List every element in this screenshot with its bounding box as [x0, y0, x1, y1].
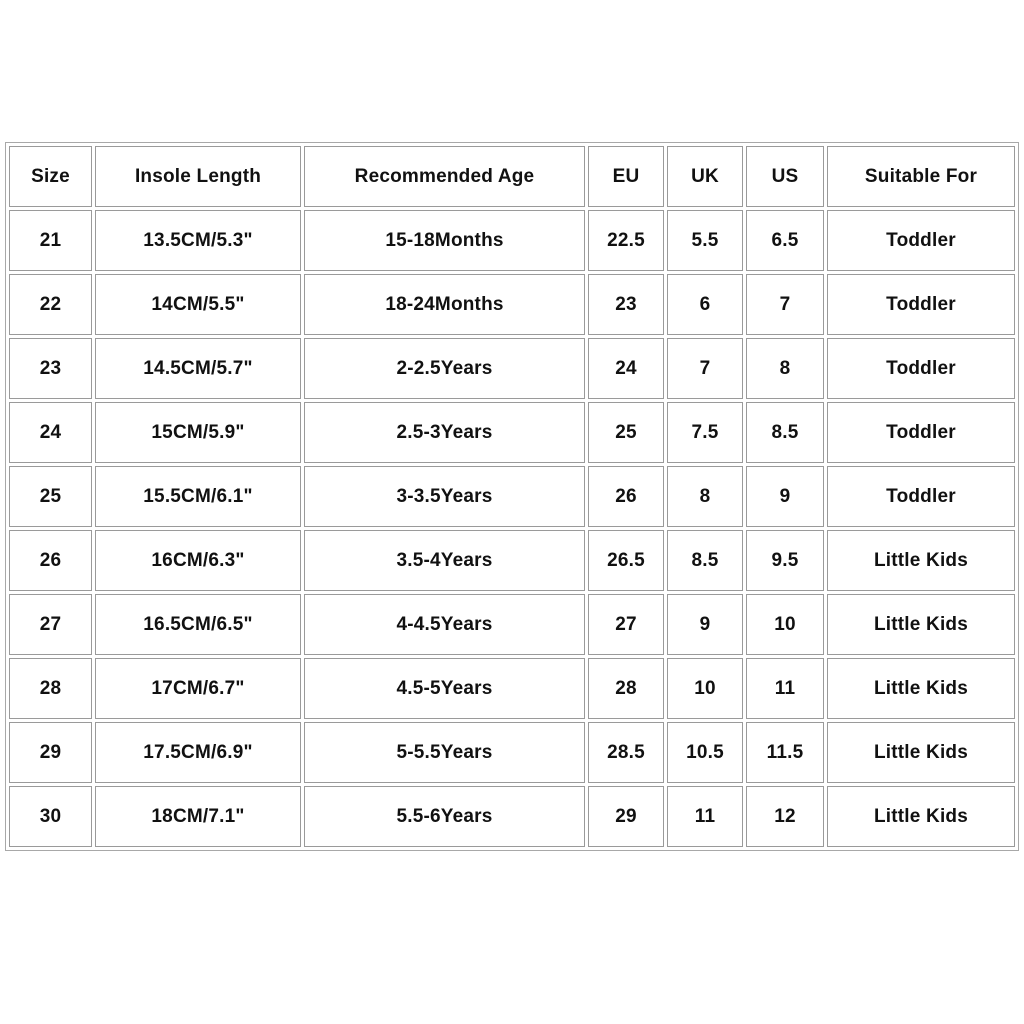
- cell-size: 26: [9, 530, 92, 591]
- cell-size: 28: [9, 658, 92, 719]
- table-row: [9, 594, 1015, 655]
- table-row: [9, 402, 1015, 463]
- cell-insole-length: 15.5CM/6.1": [95, 466, 301, 527]
- header-recommended-age: Recommended Age: [304, 146, 585, 207]
- cell-recommended-age: 18-24Months: [304, 274, 585, 335]
- cell-recommended-age: 4.5-5Years: [304, 658, 585, 719]
- cell-uk: 7.5: [667, 402, 743, 463]
- table-row: [9, 530, 1015, 591]
- cell-recommended-age: 2.5-3Years: [304, 402, 585, 463]
- cell-size: 21: [9, 210, 92, 271]
- cell-recommended-age: 4-4.5Years: [304, 594, 585, 655]
- cell-uk: 6: [667, 274, 743, 335]
- cell-uk: 11: [667, 786, 743, 847]
- cell-recommended-age: 3.5-4Years: [304, 530, 585, 591]
- cell-uk: 8.5: [667, 530, 743, 591]
- cell-eu: 28.5: [588, 722, 664, 783]
- cell-eu: 26.5: [588, 530, 664, 591]
- cell-us: 11: [746, 658, 824, 719]
- header-row: [9, 146, 1015, 207]
- cell-insole-length: 16CM/6.3": [95, 530, 301, 591]
- cell-us: 9: [746, 466, 824, 527]
- header-size: Size: [9, 146, 92, 207]
- table-row: [9, 338, 1015, 399]
- cell-insole-length: 14.5CM/5.7": [95, 338, 301, 399]
- cell-size: 27: [9, 594, 92, 655]
- cell-uk: 10.5: [667, 722, 743, 783]
- cell-us: 10: [746, 594, 824, 655]
- cell-insole-length: 15CM/5.9": [95, 402, 301, 463]
- header-uk: UK: [667, 146, 743, 207]
- cell-size: 25: [9, 466, 92, 527]
- cell-insole-length: 16.5CM/6.5": [95, 594, 301, 655]
- cell-suitable-for: Little Kids: [827, 594, 1015, 655]
- cell-us: 8.5: [746, 402, 824, 463]
- header-eu: EU: [588, 146, 664, 207]
- cell-recommended-age: 3-3.5Years: [304, 466, 585, 527]
- cell-us: 7: [746, 274, 824, 335]
- table-row: [9, 722, 1015, 783]
- cell-size: 22: [9, 274, 92, 335]
- cell-size: 29: [9, 722, 92, 783]
- table-body: [9, 210, 1015, 847]
- cell-eu: 27: [588, 594, 664, 655]
- cell-us: 12: [746, 786, 824, 847]
- cell-us: 8: [746, 338, 824, 399]
- cell-eu: 28: [588, 658, 664, 719]
- cell-insole-length: 14CM/5.5": [95, 274, 301, 335]
- cell-recommended-age: 5-5.5Years: [304, 722, 585, 783]
- cell-recommended-age: 15-18Months: [304, 210, 585, 271]
- cell-suitable-for: Little Kids: [827, 658, 1015, 719]
- table-row: [9, 466, 1015, 527]
- header-insole-length: Insole Length: [95, 146, 301, 207]
- cell-size: 30: [9, 786, 92, 847]
- cell-uk: 9: [667, 594, 743, 655]
- cell-recommended-age: 5.5-6Years: [304, 786, 585, 847]
- cell-us: 11.5: [746, 722, 824, 783]
- cell-suitable-for: Toddler: [827, 338, 1015, 399]
- cell-suitable-for: Toddler: [827, 402, 1015, 463]
- cell-suitable-for: Toddler: [827, 466, 1015, 527]
- cell-recommended-age: 2-2.5Years: [304, 338, 585, 399]
- cell-eu: 25: [588, 402, 664, 463]
- cell-eu: 24: [588, 338, 664, 399]
- cell-insole-length: 17.5CM/6.9": [95, 722, 301, 783]
- size-chart-table: [5, 142, 1019, 851]
- table-row: [9, 210, 1015, 271]
- cell-suitable-for: Little Kids: [827, 722, 1015, 783]
- cell-suitable-for: Little Kids: [827, 786, 1015, 847]
- cell-us: 9.5: [746, 530, 824, 591]
- cell-suitable-for: Little Kids: [827, 530, 1015, 591]
- cell-eu: 26: [588, 466, 664, 527]
- cell-eu: 22.5: [588, 210, 664, 271]
- table-row: [9, 658, 1015, 719]
- cell-uk: 5.5: [667, 210, 743, 271]
- cell-uk: 7: [667, 338, 743, 399]
- header-us: US: [746, 146, 824, 207]
- cell-uk: 8: [667, 466, 743, 527]
- cell-suitable-for: Toddler: [827, 210, 1015, 271]
- cell-insole-length: 13.5CM/5.3": [95, 210, 301, 271]
- table-row: [9, 274, 1015, 335]
- cell-insole-length: 17CM/6.7": [95, 658, 301, 719]
- cell-insole-length: 18CM/7.1": [95, 786, 301, 847]
- header-suitable-for: Suitable For: [827, 146, 1015, 207]
- cell-suitable-for: Toddler: [827, 274, 1015, 335]
- cell-uk: 10: [667, 658, 743, 719]
- cell-size: 24: [9, 402, 92, 463]
- cell-eu: 23: [588, 274, 664, 335]
- cell-us: 6.5: [746, 210, 824, 271]
- cell-eu: 29: [588, 786, 664, 847]
- table-row: [9, 786, 1015, 847]
- cell-size: 23: [9, 338, 92, 399]
